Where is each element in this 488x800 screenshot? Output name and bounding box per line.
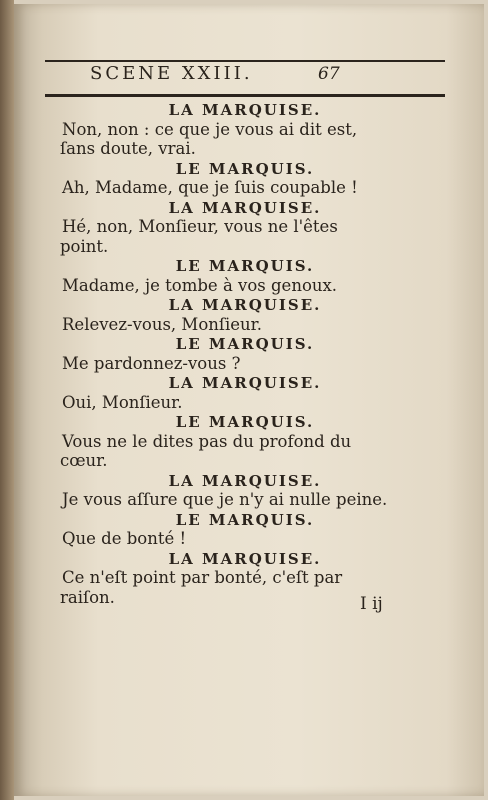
speaker-name: LA MARQUISE.: [168, 198, 322, 217]
dialogue-line: Oui, Monſieur.: [62, 392, 183, 412]
speaker-name: LE MARQUIS.: [175, 159, 315, 178]
header-rule-top: [45, 60, 445, 62]
speaker-name: LA MARQUISE.: [168, 471, 322, 490]
page-number: 67: [318, 64, 340, 84]
dialogue-line: Ah, Madame, que je ſuis coupable !: [62, 178, 358, 197]
dialogue-line: ſans doute, vrai.: [60, 139, 196, 158]
running-head: SCENE XXIII.: [90, 63, 253, 84]
dialogue-line: Ce n'eſt point par bonté, c'eſt par: [62, 568, 343, 587]
dialogue-line: Non, non : ce que je vous ai dit est,: [62, 119, 358, 139]
book-spine-shadow: [0, 0, 14, 800]
speaker-name: LA MARQUISE.: [168, 101, 322, 119]
dialogue-line: Relevez-vous, Monſieur.: [62, 314, 262, 334]
dialogue-line: Hé, non, Monſieur, vous ne l'êtes: [62, 217, 338, 236]
signature-mark: I ij: [360, 594, 383, 614]
dialogue-line: Madame, je tombe à vos genoux.: [62, 275, 338, 295]
speaker-name: LA MARQUISE.: [168, 549, 322, 568]
speaker-name: LA MARQUISE.: [168, 296, 322, 314]
dialogue-line: Je vous aſſure que je n'y ai nulle peine.: [62, 490, 388, 509]
dialogue-line: raiſon.: [60, 587, 115, 607]
speaker-name: LE MARQUIS.: [175, 510, 315, 529]
speaker-name: LE MARQUIS.: [175, 257, 315, 275]
dialogue-line: Me pardonnez-vous ?: [62, 353, 241, 373]
dialogue-line: cœur.: [60, 451, 108, 470]
dialogue-line: point.: [60, 236, 109, 256]
speaker-name: LE MARQUIS.: [175, 335, 315, 353]
dialogue-line: Que de bonté !: [62, 529, 187, 548]
speaker-name: LE MARQUIS.: [175, 413, 315, 431]
speaker-name: LA MARQUISE.: [168, 374, 322, 392]
header-rule-bottom: [45, 94, 445, 97]
dialogue-line: Vous ne le dites pas du profond du: [62, 431, 352, 451]
